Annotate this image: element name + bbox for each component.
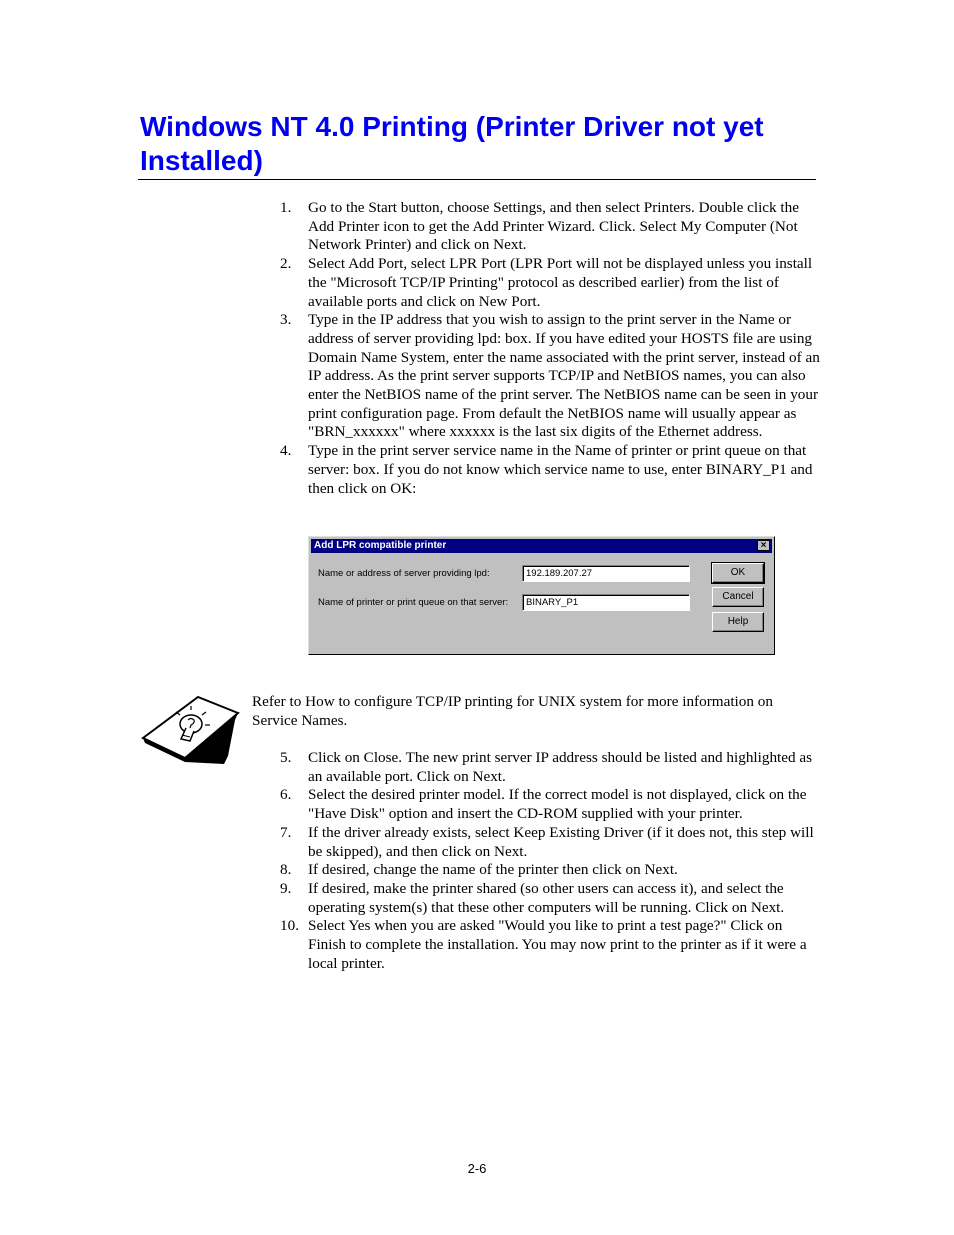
server-label: Name or address of server providing lpd: — [318, 568, 490, 579]
title-rule — [138, 179, 816, 180]
list-item — [280, 917, 820, 973]
page-number: 2-6 — [467, 1161, 487, 1176]
dialog-title-bar — [311, 539, 772, 553]
step-number: 4. — [280, 442, 292, 460]
step-text: Select Yes when you are asked "Would you like to print a test page?" Click on Finish to complete the installation. You may now print to the printer as if it were a local printer. — [308, 917, 807, 972]
list-item — [280, 786, 820, 823]
steps-list-first — [280, 199, 820, 498]
step-number: 3. — [280, 311, 292, 329]
step-text: Go to the Start button, choose Settings, and then select Printers. Double click the Add Printer icon to get the Add Printer Wizard. Click. Select My Computer (Not Network Printer) and click on Next. — [308, 199, 799, 254]
add-lpr-printer-dialog — [308, 536, 775, 655]
step-number: 9. — [280, 879, 292, 897]
dialog-title: Add LPR compatible printer — [314, 540, 447, 551]
step-number: 10. — [280, 917, 299, 935]
step-text: If desired, make the printer shared (so other users can access it), and select the operating system(s) that these other computers will be running. Click on Next. — [308, 879, 785, 916]
step-text: Type in the print server service name in the Name of printer or print queue on that server: box. If you do not know which service name to use, enter BINARY_P1 and then click on OK: — [308, 442, 813, 497]
list-item — [280, 880, 820, 917]
step-text: Click on Close. The new print server IP address should be listed and highlighted as an available port. Click on Next. — [308, 749, 813, 785]
server-address-input[interactable]: 192.189.207.27 — [522, 565, 690, 582]
list-item — [280, 861, 820, 880]
close-icon[interactable]: × — [757, 540, 770, 551]
list-item — [280, 749, 820, 786]
step-number: 1. — [280, 199, 292, 216]
step-number: 2. — [280, 255, 292, 273]
step-text: Type in the IP address that you wish to assign to the print server in the Name or address of server providing lpd: box. If you have edited your HOSTS file are using Domain Name System, enter the name associated with the print server, instead of an IP address. As the print server supports TCP/IP and NetBIOS names, you can also enter the NetBIOS name of the print server. The NetBIOS name can be seen in your print configuration page. From default the NetBIOS name will usually appear as "BRN_xxxxxx" where xxxxxx is the last six digits of the Ethernet address. — [308, 311, 820, 441]
step-text: If the driver already exists, select Keep Existing Driver (if it does not, this step will be skipped), and then click on Next. — [308, 823, 814, 860]
lightbulb-note-icon — [140, 694, 240, 766]
queue-name-input[interactable]: BINARY_P1 — [522, 594, 690, 611]
step-text: Select the desired printer model. If the correct model is not displayed, click on the "Have Disk" option and insert the CD-ROM supplied with your printer. — [308, 786, 807, 823]
list-item — [280, 255, 820, 311]
queue-label: Name of printer or print queue on that server: — [318, 597, 509, 608]
list-item — [280, 824, 820, 861]
help-button[interactable]: Help — [712, 612, 764, 632]
step-number: 6. — [280, 786, 292, 804]
list-item — [280, 311, 820, 442]
step-number: 5. — [280, 749, 292, 766]
step-number: 8. — [280, 861, 292, 879]
step-text: Select Add Port, select LPR Port (LPR Port will not be displayed unless you install the "Microsoft TCP/IP Printing" protocol as described earlier) from the list of available ports and click on New Port. — [308, 255, 813, 310]
steps-list-second — [280, 749, 820, 973]
list-item — [280, 442, 820, 498]
ok-button[interactable]: OK — [712, 563, 764, 583]
page-title: Windows NT 4.0 Printing (Printer Driver not yet Installed) — [140, 111, 764, 176]
note-text: Refer to How to configure TCP/IP printing for UNIX system for more information on Service Names. — [252, 693, 773, 729]
list-item — [280, 199, 820, 255]
cancel-button[interactable]: Cancel — [712, 587, 764, 607]
step-number: 7. — [280, 823, 292, 841]
step-text: If desired, change the name of the printer then click on Next. — [308, 861, 678, 879]
